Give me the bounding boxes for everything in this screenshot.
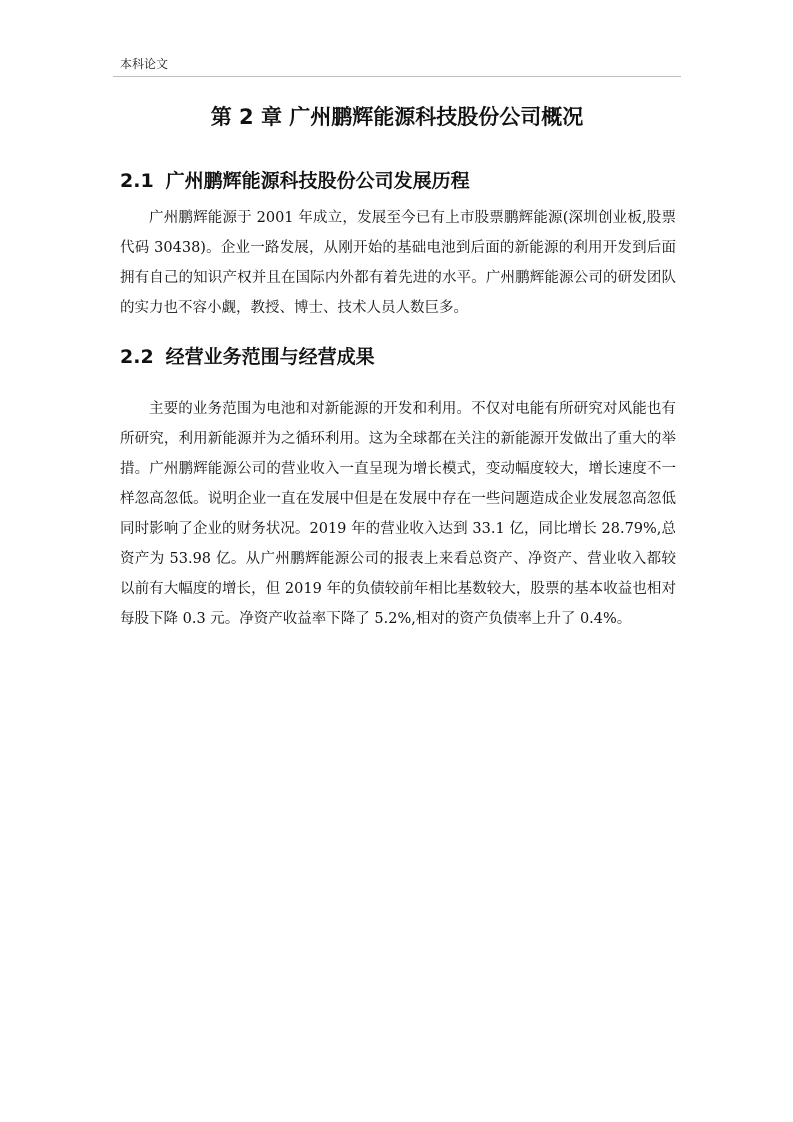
section-heading-2-2 (120, 344, 375, 370)
section-number: 2.1 (120, 170, 154, 192)
section-paragraph-history: 广州鹏辉能源于 2001 年成立，发展至今已有上市股票鹏辉能源(深圳创业板,股票代码 30438)。企业一路发展，从刚开始的基础电池到后面的新能源的利用开发到后面拥有自己的知识产权并且在国际内外都有着先进的水平。广州鹏辉能源公司的研发团队的实力也不容小觑，教授、博士、技术人员人数巨多。 (120, 210, 676, 316)
running-header: 本科论文 (120, 57, 169, 71)
section-number: 2.2 (120, 346, 154, 368)
chapter-title: 第 2 章 广州鹏辉能源科技股份公司概况 (210, 105, 584, 129)
section-title: 经营业务范围与经营成果 (165, 346, 375, 368)
header-divider (113, 76, 681, 77)
section-heading-2-1 (120, 168, 470, 194)
section-paragraph-business: 主要的业务范围为电池和对新能源的开发和利用。不仅对电能有所研究对风能也有所研究，利用新能源并为之循环利用。这为全球都在关注的新能源开发做出了重大的举措。广州鹏辉能源公司的营业收入一直呈现为增长模式，变动幅度较大，增长速度不一样忽高忽低。说明企业一直在发展中但是在发展中存在一些问题造成企业发展忽高忽低同时影响了企业的财务状况。2019 年的营业收入达到 33.1 亿，同比增长 28.79%,总资产为 53.98 亿。从广州鹏辉能源公司的报表上来看总资产、净资产、营业收入都较以前有大幅度的增长，但 2019 年的负债较前年相比基数较大，股票的基本收益也相对每股下降 0.3 元。净资产收益率下降了 5.2%,相对的资产负债率上升了 0.4%。 (120, 401, 676, 627)
section-title: 广州鹏辉能源科技股份公司发展历程 (165, 170, 470, 192)
